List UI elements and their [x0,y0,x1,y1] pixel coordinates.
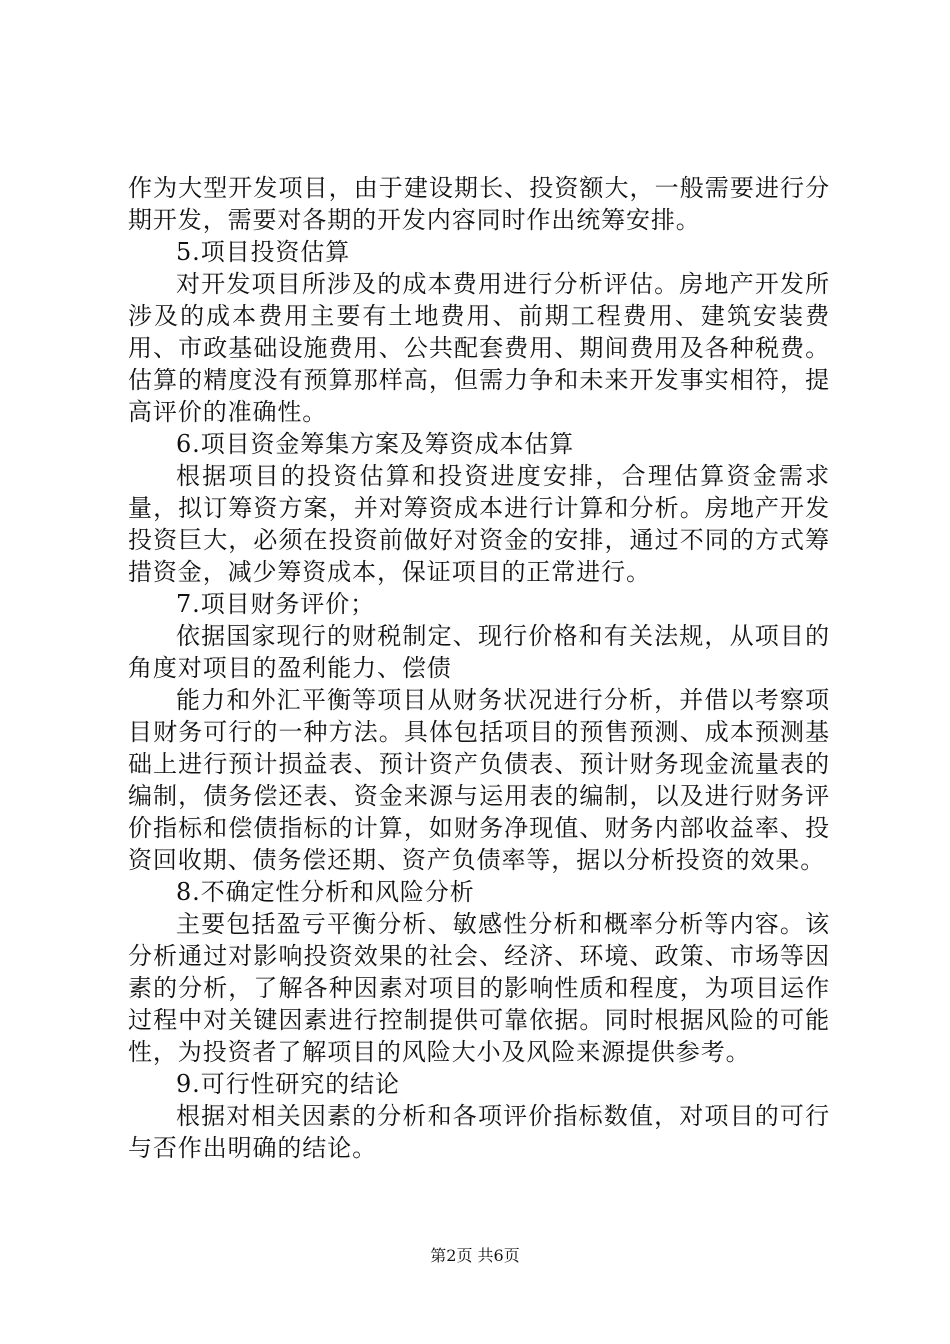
page-number-footer: 第2页 共6页 [430,1246,520,1265]
section-heading-financial-evaluation: 7.项目财务评价； [176,590,375,618]
section-heading-financing-plan: 6.项目资金筹集方案及筹资成本估算 [176,430,575,458]
paragraph-risk-analysis: 主要包括盈亏平衡分析、敏感性分析和概率分析等内容。该分析通过对影响投资效果的社会、经济、环境、政策、市场等因素的分析，了解各种因素对项目的影响性质和程度，为项目运作过程中对关键因素进行控制提供可靠依据。同时根据风险的可能性，为投资者了解项目的风险大小及风险来源提供参考。 [128,910,830,1066]
paragraph-financing-plan: 根据项目的投资估算和投资进度安排，合理估算资金需求量，拟订筹资方案，并对筹资成本进行计算和分析。房地产开发投资巨大，必须在投资前做好对资金的安排，通过不同的方式筹措资金，减少筹资成本，保证项目的正常进行。 [128,462,830,586]
section-heading-investment-estimate: 5.项目投资估算 [176,238,351,266]
paragraph-investment-estimate: 对开发项目所涉及的成本费用进行分析评估。房地产开发所涉及的成本费用主要有土地费用、前期工程费用、建筑安装费用、市政基础设施费用、公共配套费用、期间费用及各种税费。估算的精度没有预算那样高，但需力争和未来开发事实相符，提高评价的准确性。 [128,270,830,426]
paragraph-financial-evaluation-part1: 依据国家现行的财税制定、现行价格和有关法规，从项目的角度对项目的盈利能力、偿债 [128,622,830,682]
section-heading-conclusion: 9.可行性研究的结论 [176,1070,400,1098]
paragraph-conclusion: 根据对相关因素的分析和各项评价指标数值，对项目的可行与否作出明确的结论。 [128,1102,830,1162]
document-body [128,172,830,1164]
paragraph-financial-evaluation-part2: 能力和外汇平衡等项目从财务状况进行分析，并借以考察项目财务可行的一种方法。具体包括项目的预售预测、成本预测基础上进行预计损益表、预计资产负债表、预计财务现金流量表的编制，债务偿还表、资金来源与运用表的编制，以及进行财务评价指标和偿债指标的计算，如财务净现值、财务内部收益率、投资回收期、债务偿还期、资产负债率等，据以分析投资的效果。 [128,686,830,874]
paragraph-continuation: 作为大型开发项目，由于建设期长、投资额大，一般需要进行分期开发，需要对各期的开发内容同时作出统筹安排。 [128,174,830,234]
section-heading-risk-analysis: 8.不确定性分析和风险分析 [176,878,475,906]
